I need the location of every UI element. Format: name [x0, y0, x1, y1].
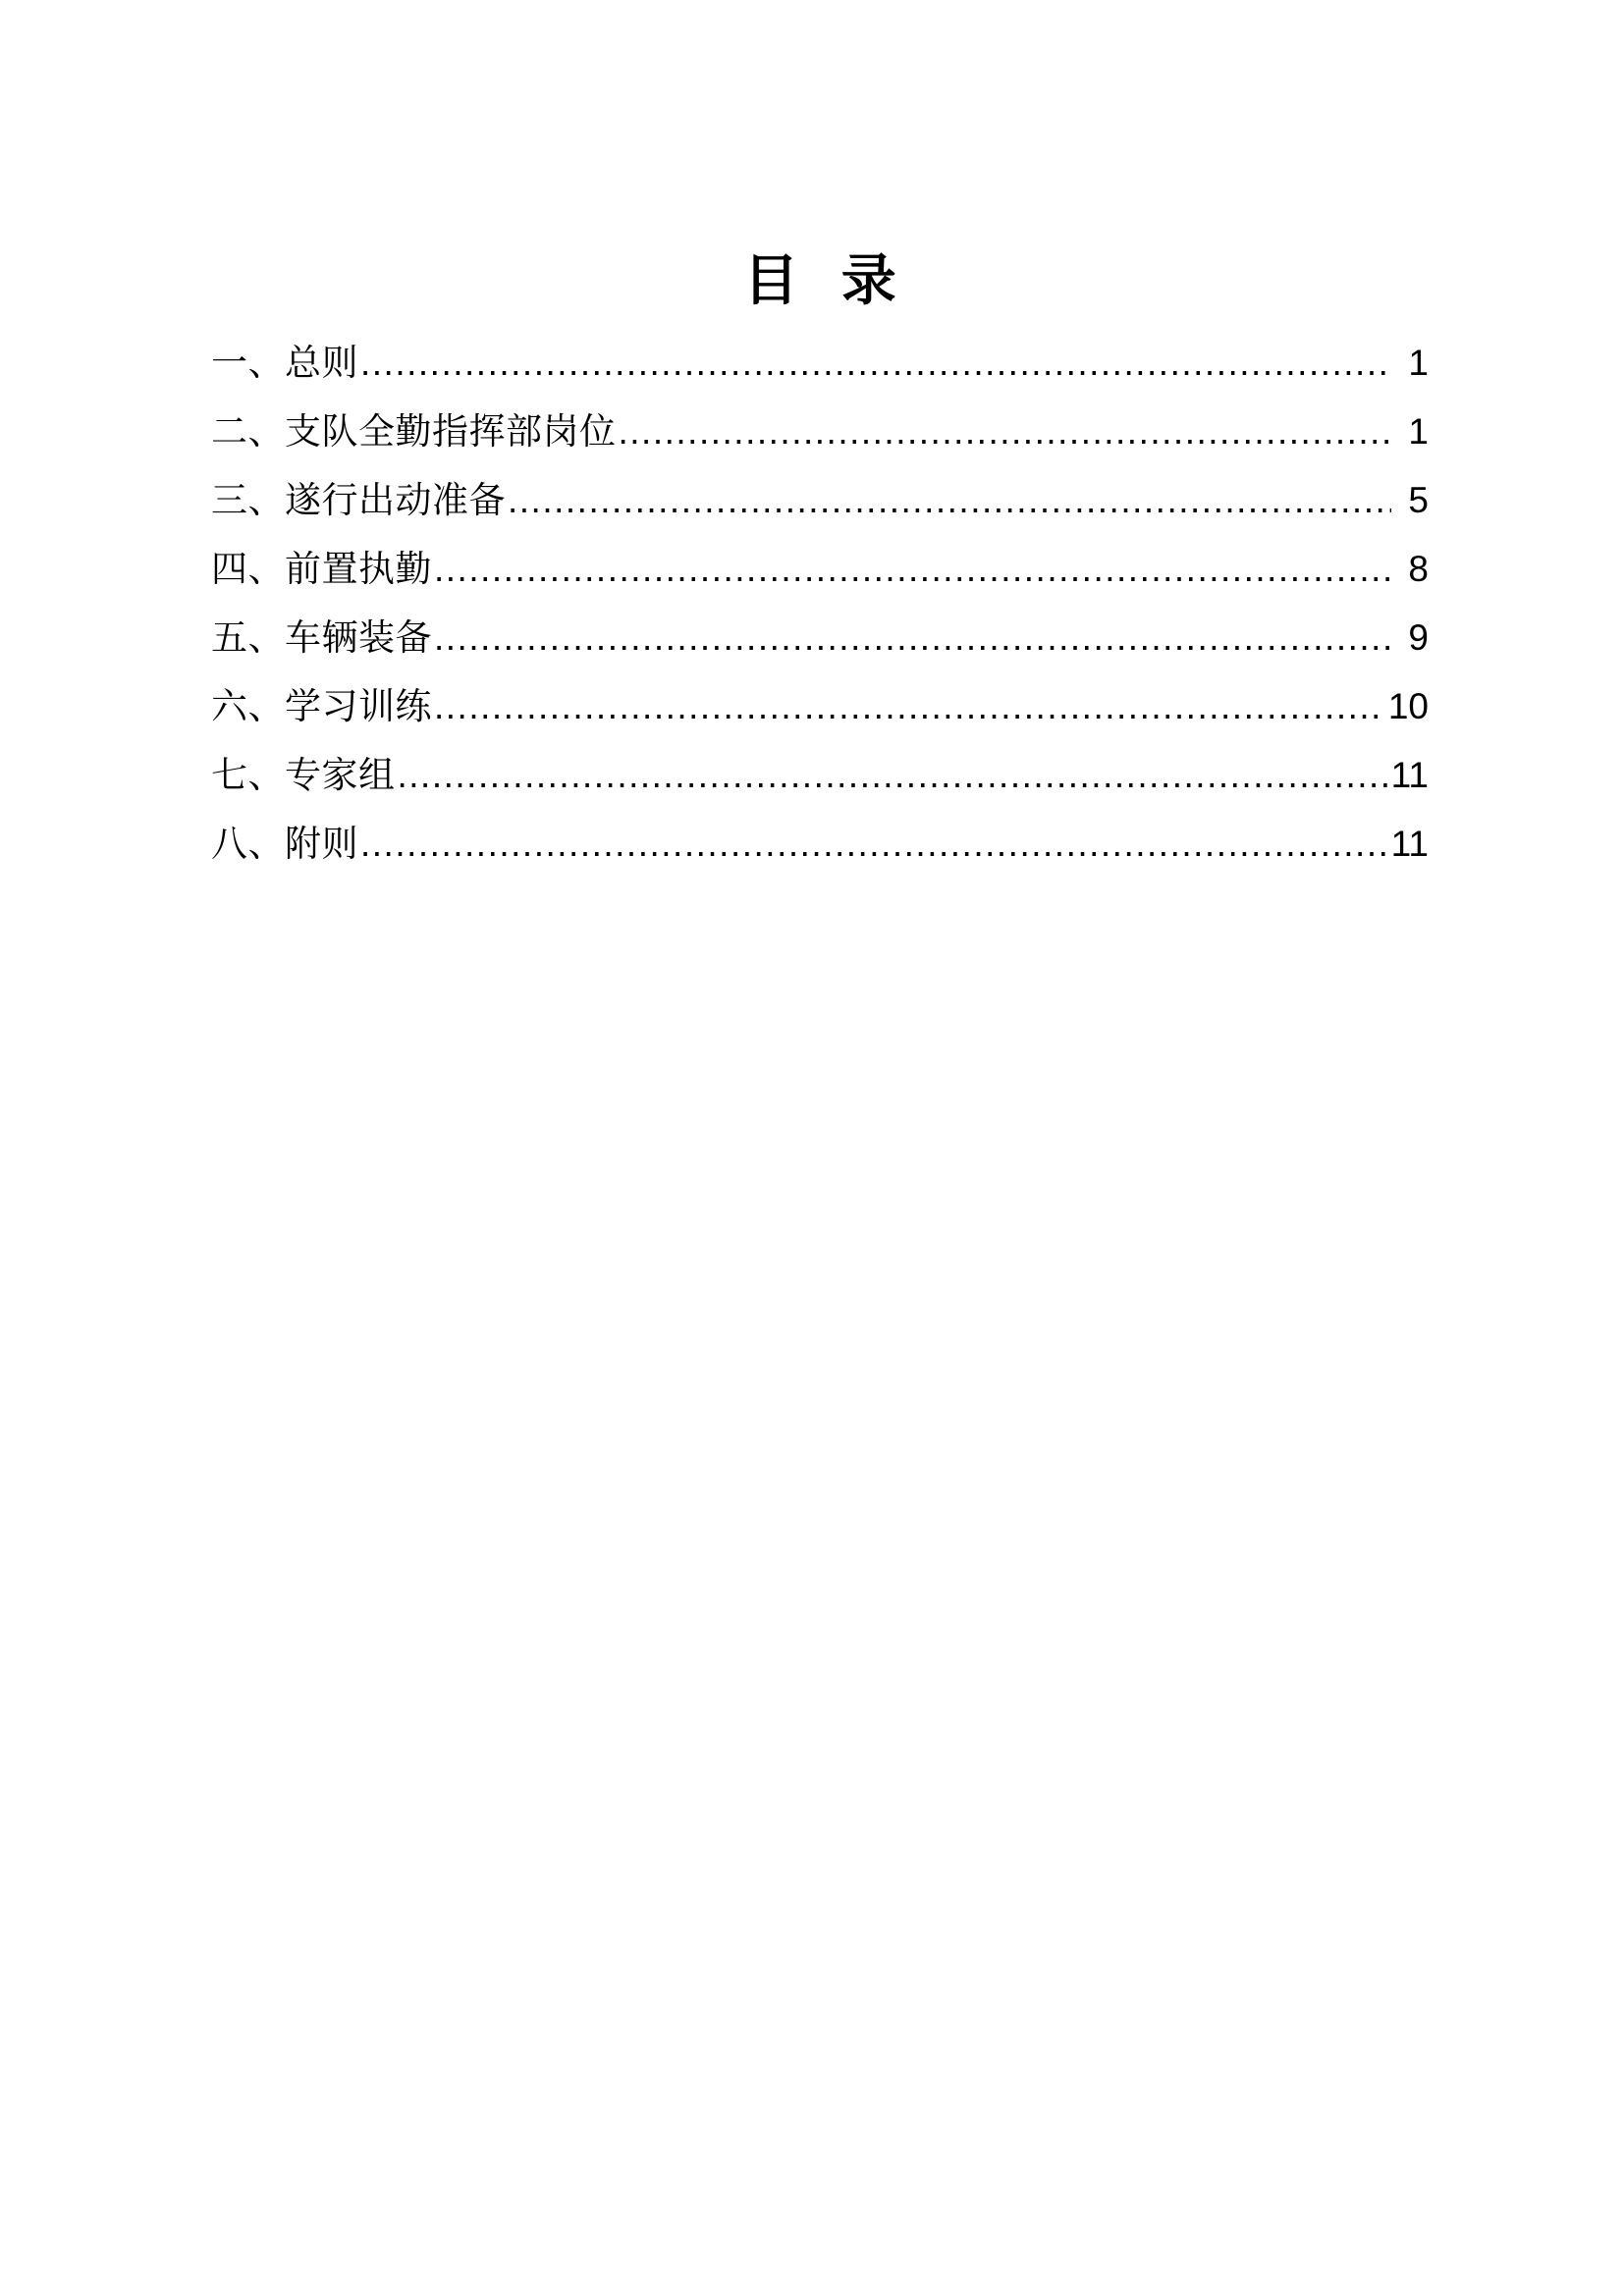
toc-entry-page: 5 [1408, 479, 1429, 520]
toc-entry-page: 1 [1408, 342, 1429, 383]
toc-entry[interactable] [211, 685, 1429, 726]
page-title: 目 录 [743, 249, 910, 311]
toc-entry-page: 1 [1408, 410, 1429, 452]
toc-entry-label: 五、车辆装备 [211, 616, 432, 658]
toc-entry[interactable] [211, 823, 1429, 864]
toc-leader-dots [434, 551, 1391, 587]
toc-leader-dots [360, 345, 1391, 381]
toc-leader-dots [508, 482, 1391, 518]
toc-leader-dots [619, 413, 1392, 450]
toc-container [211, 250, 1429, 894]
toc-entry-page: 10 [1387, 685, 1429, 726]
toc-entry[interactable] [211, 616, 1429, 658]
toc-entry-label: 一、总则 [211, 342, 358, 383]
toc-entry[interactable] [211, 754, 1429, 795]
toc-entry-page: 8 [1408, 548, 1429, 589]
toc-entry[interactable] [211, 410, 1429, 452]
toc-leader-dots [434, 688, 1384, 724]
toc-entry-page: 9 [1408, 616, 1429, 658]
toc-leader-dots [398, 757, 1387, 793]
toc-entry[interactable] [211, 548, 1429, 589]
toc-list [211, 342, 1429, 864]
toc-entry-label: 四、前置执勤 [211, 548, 432, 589]
toc-entry-label: 八、附则 [211, 823, 358, 864]
toc-entry-page: 11 [1390, 754, 1429, 795]
toc-entry[interactable] [211, 342, 1429, 383]
toc-entry[interactable] [211, 479, 1429, 520]
toc-leader-dots [434, 619, 1391, 656]
toc-entry-page: 11 [1390, 823, 1429, 864]
toc-entry-label: 三、遂行出动准备 [211, 479, 506, 520]
toc-entry-label: 二、支队全勤指挥部岗位 [211, 410, 617, 452]
toc-leader-dots [360, 826, 1387, 862]
toc-entry-label: 七、专家组 [211, 754, 396, 795]
toc-entry-label: 六、学习训练 [211, 685, 432, 726]
